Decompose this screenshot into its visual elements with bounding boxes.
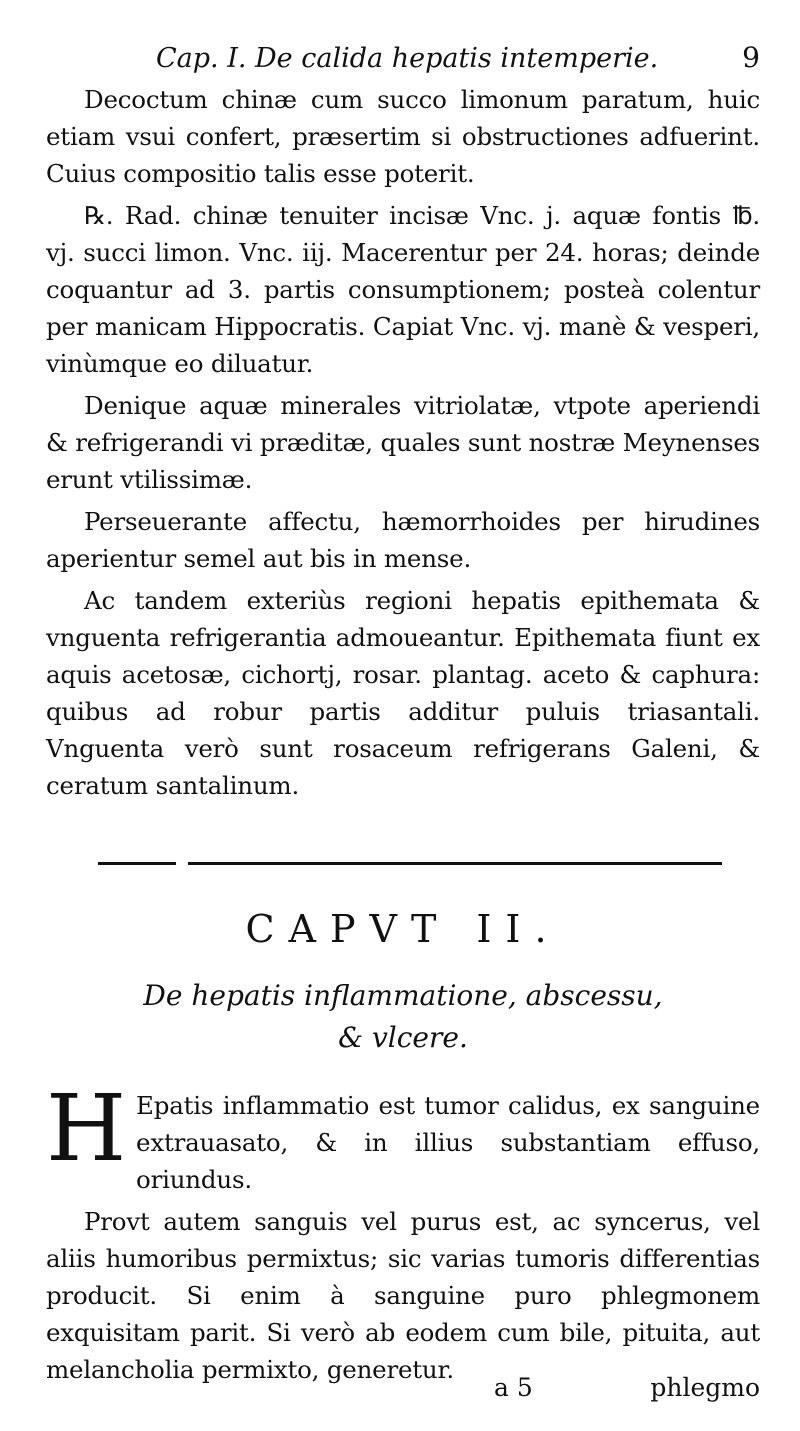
- chapter-subtitle-line-1: De hepatis inflammatione, abscessu,: [143, 979, 663, 1012]
- paragraph-decoctum: Decoctum chinæ cum succo limonum paratum, huic etiam vsui confert, præsertim si obstructiones adfuerint. Cuius compositio talis esse poterit.: [46, 85, 760, 188]
- paragraph-differentiae: Provt autem sanguis vel purus est, ac syncerus, vel aliis humoribus permixtus; sic varias tumoris differentias producit. Si enim à sanguine puro phlegmonem exquisitam parit. Si verò ab eodem cum bile, pituita, aut melancholia permixto, generetur.: [46, 1207, 760, 1384]
- divider-rule-short: [98, 862, 176, 865]
- paragraph-aquae-minerales: Denique aquæ minerales vitriolatæ, vtpote aperiendi & refrigerandi vi præditæ, quales sunt nostræ Meynenses erunt vtilissimæ.: [46, 391, 760, 494]
- chapter-subtitle-line-2: & vlcere.: [338, 1021, 468, 1054]
- chapter-title: CAPVT II.: [245, 907, 561, 951]
- signature-mark: a 5: [494, 1373, 533, 1402]
- paragraph-haemorrhoides: Perseuerante affectu, hæmorrhoides per hirudines aperientur semel aut bis in mense.: [46, 507, 760, 573]
- section-divider: [98, 862, 722, 865]
- chapter-subtitle: [46, 975, 760, 1059]
- running-title: Cap. I. De calida hepatis intemperie.: [156, 43, 659, 74]
- drop-cap-initial: H: [46, 1075, 127, 1182]
- paragraph-definition: [46, 1075, 760, 1198]
- running-head: [46, 38, 760, 79]
- catchword: phlegmo: [650, 1373, 760, 1402]
- paragraph-recipe: ℞. Rad. chinæ tenuiter incisæ Vnc. j. aquæ fontis ℔. vj. succi limon. Vnc. iij. Macerentur per 24. horas; deinde coquantur ad 3. partis consumptionem; posteà colentur per manicam Hippocratis. Capiat Vnc. vj. manè & vesperi, vinùmque eo diluatur.: [46, 201, 760, 378]
- page-number: 9: [742, 41, 760, 74]
- paragraph-epithemata: Ac tandem exteriùs regioni hepatis epithemata & vnguenta refrigerantia admoueantur. Epithemata fiunt ex aquis acetosæ, cichortj, rosar. plantag. aceto & caphura: quibus ad robur partis additur puluis triasantali. Vnguenta verò sunt rosaceum refrigerans Galeni, & ceratum santalinum.: [46, 586, 760, 800]
- paragraph-definition-text: Epatis inflammatio est tumor calidus, ex sanguine extrauasato, & in illius substantiam effuso, oriundus.: [136, 1091, 760, 1194]
- divider-rule-long: [188, 862, 722, 865]
